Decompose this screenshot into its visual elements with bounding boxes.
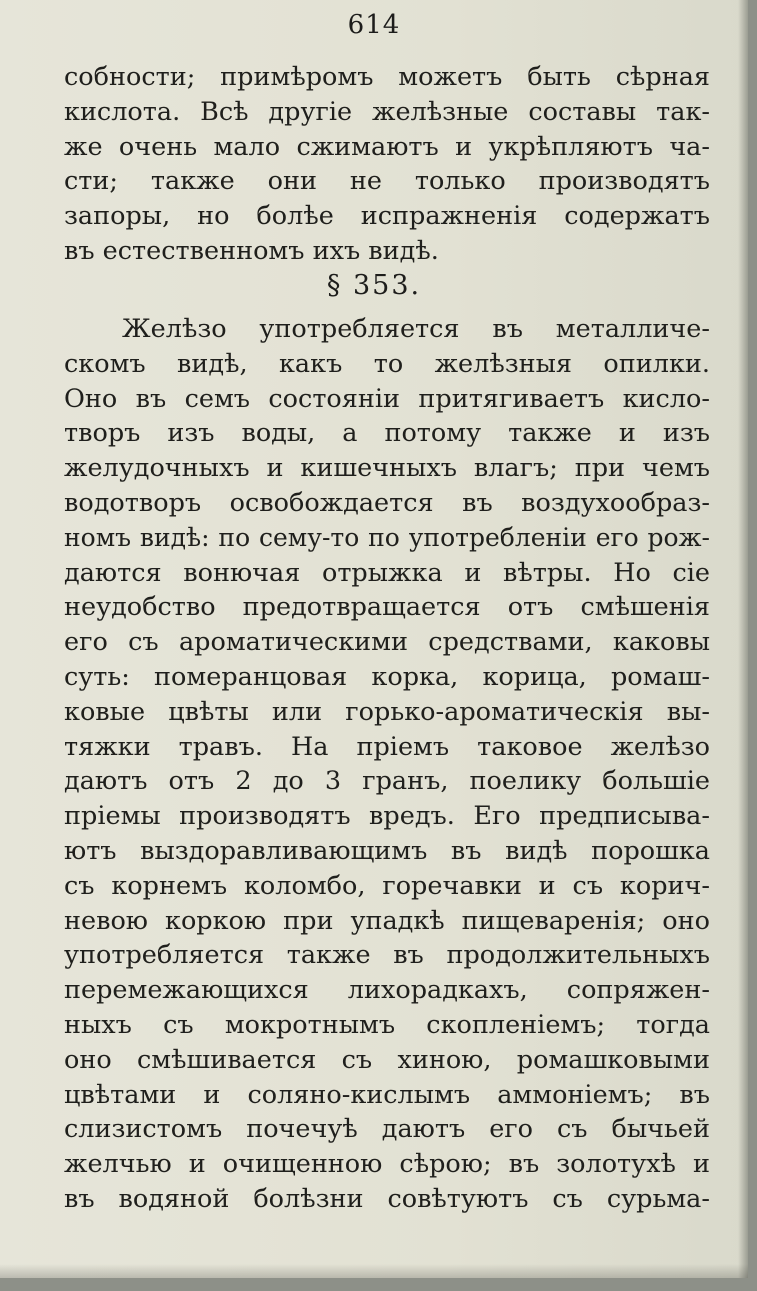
text-line: ютъ выздоравливающимъ въ видѣ порошка [64, 835, 710, 866]
section-heading: § 353. [326, 270, 422, 301]
text-line: Оно въ семъ состояніи притягиваетъ кисло- [64, 383, 710, 414]
text-line: желудочныхъ и кишечныхъ влагъ; при чемъ [64, 453, 710, 484]
text-line: запоры, но болѣе испражненія содержатъ [64, 201, 710, 232]
text-line: въ водяной болѣзни совѣтуютъ съ сурьма- [64, 1183, 710, 1214]
text-line: его съ ароматическими средствами, каковы [64, 627, 710, 658]
text-line: перемежающихся лихорадкахъ, сопряжен- [64, 975, 710, 1006]
text-line: Желѣзо употребляется въ металличе- [122, 314, 710, 344]
text-line: даютъ отъ 2 до 3 гранъ, поелику большіе [64, 766, 710, 797]
paragraph-iron [64, 312, 710, 1217]
paragraph-continuation [64, 60, 710, 269]
text-line: съ корнемъ коломбо, горечавки и съ корич- [64, 870, 710, 901]
text-line: скомъ видѣ, какъ то желѣзныя опилки. [64, 348, 710, 379]
text-line: оно смѣшивается съ хиною, ромашковыми [64, 1044, 710, 1075]
text-line: неудобство предотвращается отъ смѣшенія [64, 592, 710, 623]
text-line: же очень мало сжимаютъ и укрѣпляютъ ча- [64, 131, 710, 162]
text-line: суть: померанцовая корка, корица, ромаш- [64, 661, 710, 692]
text-line: даются вонючая отрыжка и вѣтры. Но сіе [64, 557, 710, 588]
text-line: ныхъ съ мокротнымъ скопленіемъ; тогда [64, 1009, 710, 1040]
text-line: употребляется также въ продолжительныхъ [64, 940, 710, 971]
page-edge-shadow [738, 0, 748, 1278]
text-line: въ естественномъ ихъ видѣ. [64, 235, 439, 266]
text-line: цвѣтами и соляно-кислымъ аммоніемъ; въ [64, 1079, 710, 1110]
text-line: пріемы производятъ вредъ. Его предписыва- [64, 801, 710, 832]
text-line: водотворъ освобождается въ воздухообраз- [64, 487, 710, 518]
text-line: тяжки травъ. На пріемъ таковое желѣзо [64, 731, 710, 762]
text-line: творъ изъ воды, а потому также и изъ [64, 418, 710, 449]
text-line: сти; также они не только производятъ [64, 166, 710, 197]
text-line: слизистомъ почечуѣ даютъ его съ бычьей [64, 1114, 710, 1145]
page-number: 614 [347, 10, 401, 40]
text-line: невою коркою при упадкѣ пищеваренія; оно [64, 905, 710, 936]
text-line: номъ видѣ: по сему-то по употребленіи его рож- [64, 522, 710, 552]
text-line: кислота. Всѣ другіе желѣзные составы так- [64, 96, 710, 127]
page-bottom-shadow [0, 1264, 748, 1278]
text-line: желчью и очищенною сѣрою; въ золотухѣ и [64, 1149, 710, 1180]
text-line: ковые цвѣты или горько-ароматическія вы- [64, 696, 710, 727]
text-line: собности; примѣромъ можетъ быть сѣрная [64, 62, 710, 92]
